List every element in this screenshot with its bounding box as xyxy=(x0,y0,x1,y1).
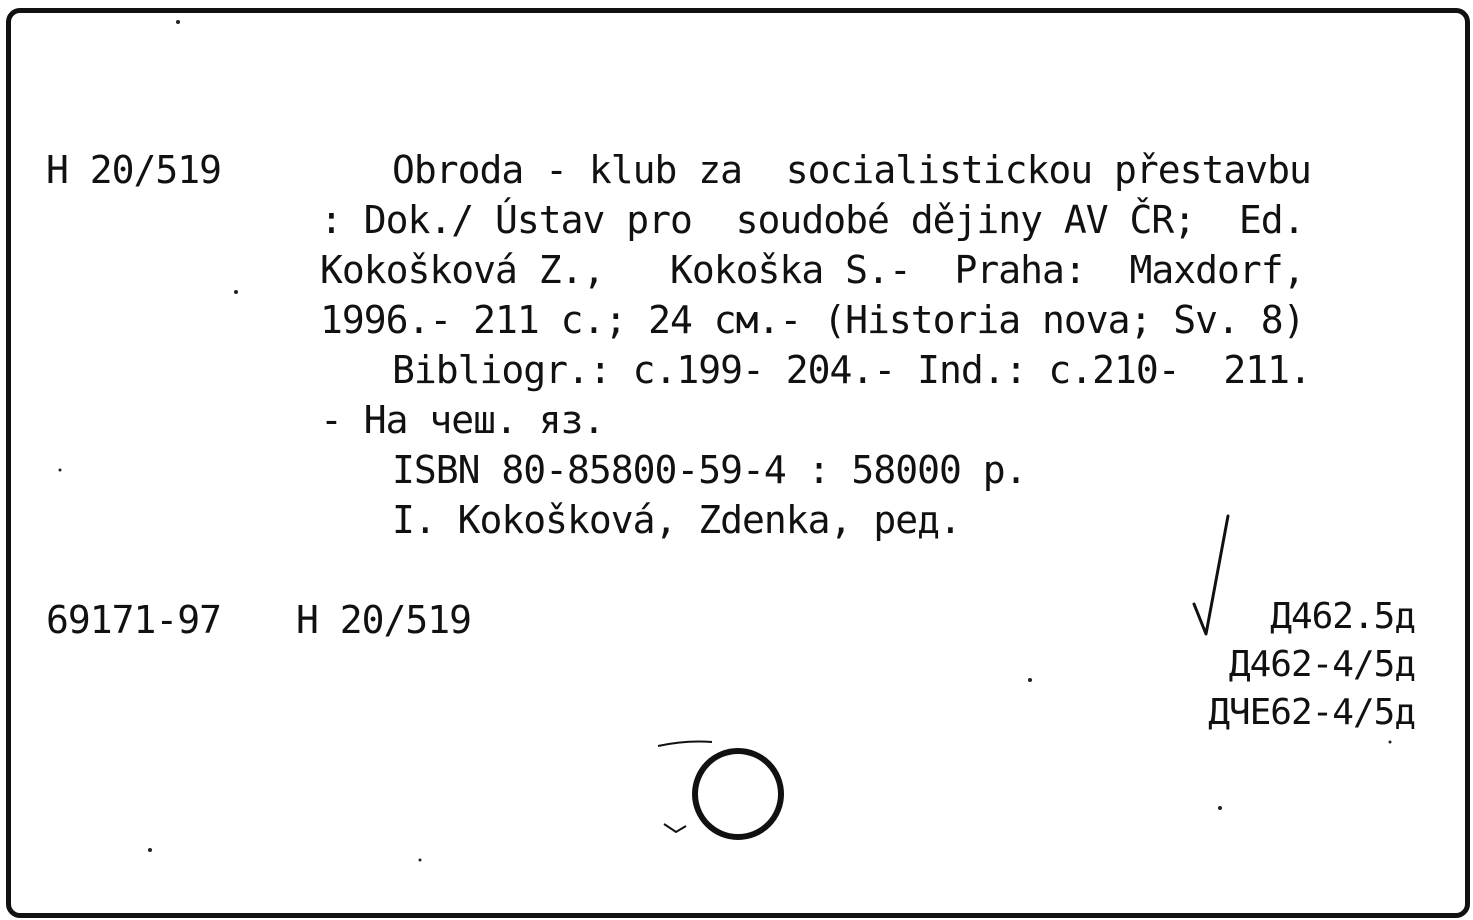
accession-number: 69171-97 xyxy=(46,598,222,642)
title-line: Obroda - klub za socialistickou přestavbu xyxy=(392,148,1311,192)
added-entry-line: I. Kokošková, Zdenka, ред. xyxy=(392,498,961,542)
shelf-mark-bottom: H 20/519 xyxy=(296,598,472,642)
imprint-line: 1996.- 211 с.; 24 см.- (Historia nova; Sv. 8) xyxy=(320,298,1305,342)
classification-code: ДЧЕ62-4/5д xyxy=(1208,692,1415,733)
isbn-line: ISBN 80-85800-59-4 : 58000 р. xyxy=(392,448,1027,492)
responsibility-line: : Dok./ Ústav pro soudobé dějiny AV ČR; Ed. xyxy=(320,198,1305,242)
language-note: - На чеш. яз. xyxy=(320,398,605,442)
classification-code: Д462.5д xyxy=(1270,596,1415,637)
bibliography-note: Bibliogr.: с.199- 204.- Ind.: с.210- 211. xyxy=(392,348,1311,392)
editors-publisher-line: Kokošková Z., Kokoška S.- Praha: Maxdorf, xyxy=(320,248,1305,292)
shelf-mark: H 20/519 xyxy=(46,148,222,192)
classification-code: Д462-4/5д xyxy=(1228,644,1415,685)
